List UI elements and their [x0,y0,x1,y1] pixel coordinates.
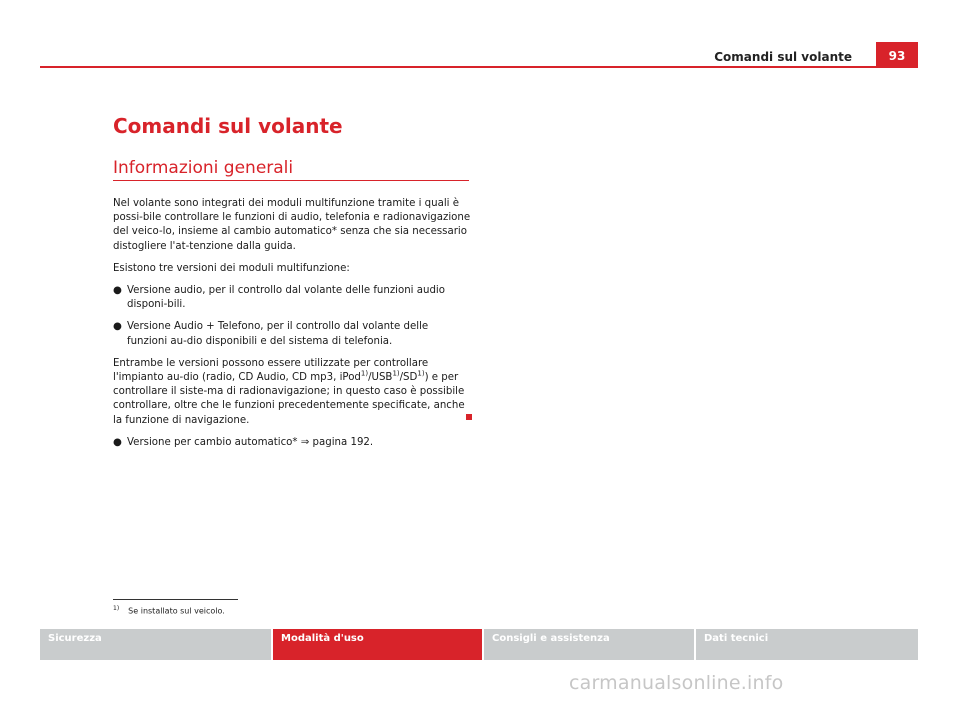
list-item [113,436,471,450]
paragraph-compatibility [113,357,471,428]
footnote-ref: 1) [392,369,400,378]
bullet-text-link[interactable]: Versione per cambio automatico* ⇒ pagina 192. [127,436,374,448]
watermark: carmanualsonline.info [569,672,784,694]
footnote-rule [113,599,238,600]
running-title: Comandi sul volante [714,50,852,64]
footer-nav [40,629,918,660]
text-segment: ) e per controllare il siste-ma di radionavigazione; in questo caso è possibile controllare, oltre che le funzioni precedentemente specificate, anche la funzione di navigazione. [113,372,465,426]
paragraph-versions: Esistono tre versioni dei moduli multifunzione: [113,262,350,274]
section-rule [113,180,469,181]
chapter-title: Comandi sul volante [113,114,343,138]
footnote-ref: 1) [360,369,369,378]
footer-tab-sicurezza[interactable]: Sicurezza [40,629,271,660]
paragraph-intro: Nel volante sono integrati dei moduli multifunzione tramite i quali è possi-bile controllare le funzioni di audio, telefonia e radionavigazione del veico-lo, insieme al cambio automatico* senza che sia necessario distogliere l'at-tenzione dalla guida. [113,198,471,252]
footnote-mark: 1) [113,605,120,612]
footer-tab-modalita-uso[interactable]: Modalità d'uso [273,629,482,660]
footnote [113,605,225,616]
bullet-text: Versione audio, per il controllo dal volante delle funzioni audio disponi-bili. [127,285,445,311]
text-segment: /USB [368,372,393,384]
body-text [113,197,471,458]
list-item [113,320,471,348]
bullet-icon: ● [113,285,122,297]
list-item [113,284,471,312]
page-number: 93 [876,42,918,68]
bullet-icon: ● [113,321,122,333]
bullet-icon: ● [113,436,122,448]
section-end-icon [466,414,472,420]
text-segment: Entrambe le versioni possono essere utilizzate per controllare l'impianto au-dio (radio, CD Audio, CD mp3, iPod [113,357,429,384]
text-segment: /SD [399,372,418,384]
footnote-ref: 1) [417,369,425,378]
footer-tab-consigli-assistenza[interactable]: Consigli e assistenza [484,629,694,660]
footer-tab-dati-tecnici[interactable]: Dati tecnici [696,629,918,660]
bullet-text: Versione Audio + Telefono, per il controllo dal volante delle funzioni au-dio disponibili e del sistema di telefonia. [127,321,429,347]
footnote-text: Se installato sul veicolo. [128,606,225,616]
header-rule [40,66,918,68]
section-title: Informazioni generali [113,158,294,178]
